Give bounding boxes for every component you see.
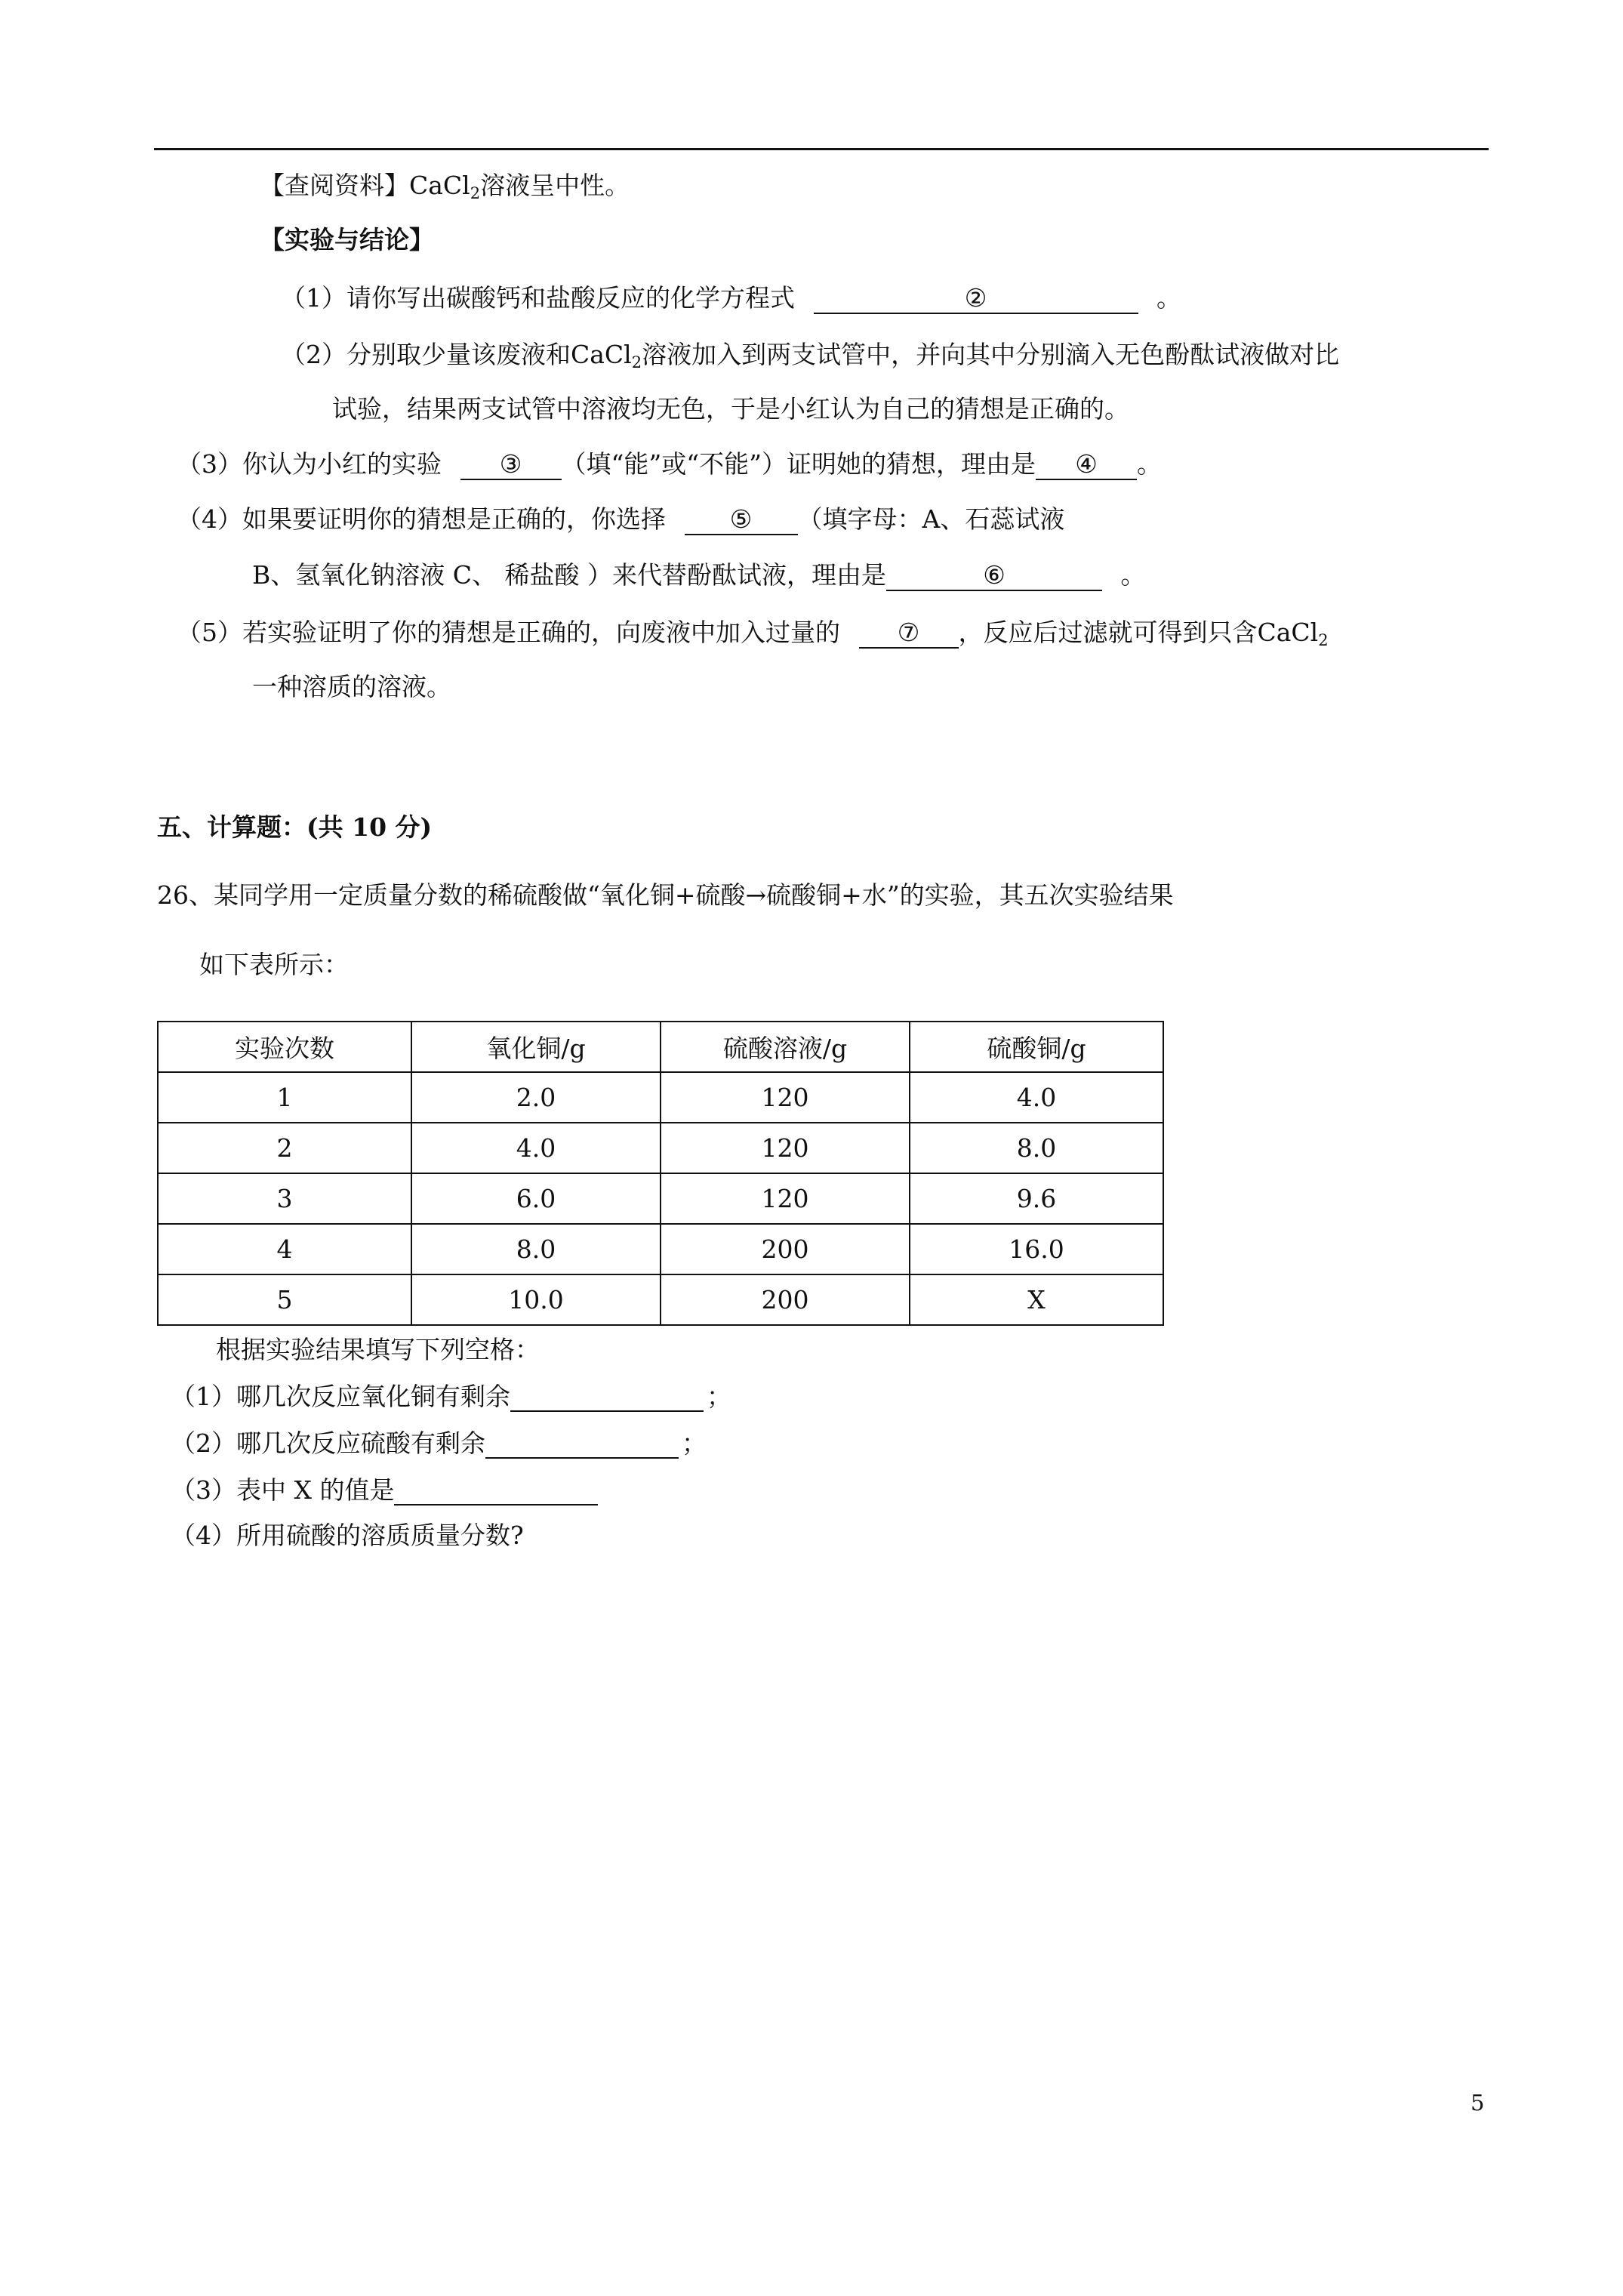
question-3 xyxy=(177,449,1162,480)
table-cell: 200 xyxy=(661,1274,910,1325)
question-26-line-1: 26、某同学用一定质量分数的稀硫酸做“氧化铜+硫酸→硫酸铜+水”的实验，其五次实验结果 xyxy=(157,880,1174,910)
table-cell: 9.6 xyxy=(910,1173,1163,1224)
table-row xyxy=(158,1072,1163,1123)
table-cell: 4 xyxy=(158,1224,411,1274)
question-3-end: 。 xyxy=(1136,449,1162,479)
question-3-text-a: （3）你认为小红的实验 xyxy=(177,449,442,479)
question-5-line-2: 一种溶质的溶液。 xyxy=(252,672,451,701)
question-2-text-a: （2）分别取少量该废液和 xyxy=(281,340,571,369)
table-cell: 5 xyxy=(158,1274,411,1325)
table-row xyxy=(158,1173,1163,1224)
question-4-line-2 xyxy=(252,560,1145,591)
fill-intro: 根据实验结果填写下列空格： xyxy=(216,1335,540,1364)
table-cell: 8.0 xyxy=(411,1224,661,1274)
results-table xyxy=(157,1021,1164,1326)
table-cell: 120 xyxy=(661,1072,910,1123)
answer-blank-7[interactable]: ⑦ xyxy=(859,618,959,649)
question-1 xyxy=(281,283,1181,314)
question-26-line-2: 如下表所示： xyxy=(199,950,349,979)
table-cell: 16.0 xyxy=(910,1224,1163,1274)
sub-question-2-end: ； xyxy=(682,1428,707,1458)
answer-blank-6[interactable]: ⑥ xyxy=(886,561,1102,591)
table-row xyxy=(158,1274,1163,1325)
sub-question-1-end: ； xyxy=(707,1382,731,1411)
table-cell: 4.0 xyxy=(910,1072,1163,1123)
question-2-text-b: 溶液加入到两支试管中，并向其中分别滴入无色酚酞试液做对比 xyxy=(642,340,1340,369)
table-cell: 8.0 xyxy=(910,1123,1163,1173)
answer-line-2[interactable] xyxy=(485,1432,679,1459)
question-2-line-1 xyxy=(281,340,1339,378)
sub-question-2 xyxy=(171,1428,707,1459)
sub-question-3-text: （3）表中 X 的值是 xyxy=(171,1475,395,1505)
references-prefix: 【查阅资料】 xyxy=(260,171,409,200)
question-5-text-a: （5）若实验证明了你的猜想是正确的，向废液中加入过量的 xyxy=(177,618,840,647)
question-1-end: 。 xyxy=(1156,283,1181,313)
sub-question-1 xyxy=(171,1382,731,1412)
question-3-text-b: （填“能”或“不能”）证明她的猜想，理由是 xyxy=(561,449,1036,479)
question-4-text-c: B、氢氧化钠溶液 C、 稀盐酸 ）来代替酚酞试液，理由是 xyxy=(252,560,886,590)
sub-question-3 xyxy=(171,1475,598,1505)
section-5-heading: 五、计算题：(共 10 分) xyxy=(157,812,433,842)
table-cell: X xyxy=(910,1274,1163,1325)
answer-blank-5[interactable]: ⑤ xyxy=(685,505,798,535)
table-header-cell: 硫酸铜/g xyxy=(910,1022,1163,1072)
cacl2-formula: CaCl$_2$ xyxy=(1257,618,1329,649)
table-row xyxy=(158,1224,1163,1274)
header-rule xyxy=(154,148,1489,150)
table-cell: 10.0 xyxy=(411,1274,661,1325)
table-cell: 4.0 xyxy=(411,1123,661,1173)
answer-blank-2[interactable]: ② xyxy=(814,284,1138,314)
question-4-text-b: （填字母：A、石蕊试液 xyxy=(797,504,1065,534)
answer-blank-4[interactable]: ④ xyxy=(1036,450,1137,480)
sub-question-1-text: （1）哪几次反应氧化铜有剩余 xyxy=(171,1382,510,1411)
question-5-line-1 xyxy=(177,618,1329,655)
experiment-heading: 【实验与结论】 xyxy=(260,225,434,254)
answer-line-3[interactable] xyxy=(394,1478,598,1505)
page-number: 5 xyxy=(1471,2090,1485,2116)
answer-blank-3[interactable]: ③ xyxy=(460,450,562,480)
question-4-line-1 xyxy=(177,504,1064,535)
references-suffix: 溶液呈中性。 xyxy=(480,171,630,200)
question-4-end: 。 xyxy=(1120,560,1146,590)
table-cell: 120 xyxy=(661,1123,910,1173)
question-2-line-2: 试验，结果两支试管中溶液均无色，于是小红认为自己的猜想是正确的。 xyxy=(332,394,1129,424)
question-5-text-b: ，反应后过滤就可得到只含 xyxy=(958,618,1258,647)
references-line xyxy=(260,171,630,208)
table-cell: 2 xyxy=(158,1123,411,1173)
table-row xyxy=(158,1123,1163,1173)
cacl2-formula: CaCl$_2$ xyxy=(409,171,481,202)
table-cell: 1 xyxy=(158,1072,411,1123)
cacl2-formula: CaCl$_2$ xyxy=(571,340,642,371)
answer-line-1[interactable] xyxy=(510,1385,704,1412)
question-4-text-a: （4）如果要证明你的猜想是正确的，你选择 xyxy=(177,504,666,534)
table-header-cell: 实验次数 xyxy=(158,1022,411,1072)
table-header-cell: 氧化铜/g xyxy=(411,1022,661,1072)
table-cell: 3 xyxy=(158,1173,411,1224)
sub-question-4: （4）所用硫酸的溶质质量分数? xyxy=(171,1521,524,1550)
table-cell: 200 xyxy=(661,1224,910,1274)
table-cell: 2.0 xyxy=(411,1072,661,1123)
table-cell: 6.0 xyxy=(411,1173,661,1224)
question-1-text: （1）请你写出碳酸钙和盐酸反应的化学方程式 xyxy=(281,283,795,313)
sub-question-2-text: （2）哪几次反应硫酸有剩余 xyxy=(171,1428,485,1458)
table-header-cell: 硫酸溶液/g xyxy=(661,1022,910,1072)
table-header-row xyxy=(158,1022,1163,1072)
table-cell: 120 xyxy=(661,1173,910,1224)
